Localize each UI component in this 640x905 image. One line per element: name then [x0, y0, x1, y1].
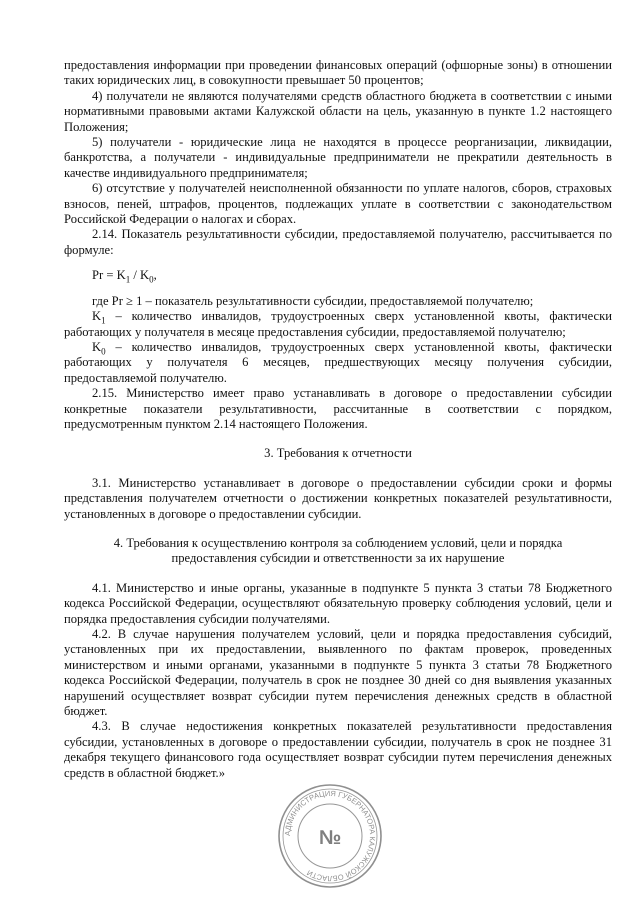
paragraph-condition-6: 6) отсутствие у получателей неисполненной обязанности по уплате налогов, сборов, страховых взносов, пеней, штрафов, процентов, подлежащих уплате в соответствии с законодательством Российской Федерации о налогах и сборах. — [64, 181, 612, 227]
paragraph-2-14: 2.14. Показатель результативности субсидии, предоставляемой получателю, рассчитывается по формуле: — [64, 227, 612, 257]
paragraph-2-15: 2.15. Министерство имеет право устанавливать в договоре о предоставлении субсидии конкретные показатели результативности, рассчитанные в соответствии с порядком, предусмотренным пунктом 2.14 настоящего Положения. — [64, 386, 612, 431]
paragraph-4-3: 4.3. В случае недостижения конкретных показателей результативности предоставления субсидии, установленных в договоре о предоставлении субсидии, получатель в срок не позднее 31 декабря текущего финансового года осуществляет возврат субсидии путем перечисления денежных средств в областной бюджет.» — [64, 719, 612, 780]
stamp-ring-text: АДМИНИСТРАЦИЯ ГУБЕРНАТОРА КАЛУЖСКОЙ ОБЛАСТИ — [282, 788, 378, 884]
section-4-title-line-1: 4. Требования к осуществлению контроля за соблюдением условий, цели и порядка — [113, 535, 563, 550]
formula-sub-0: 0 — [149, 274, 154, 285]
section-4-title-line-2: предоставления субсидии и ответственности за их нарушение — [171, 551, 505, 566]
k0-subscript: 0 — [101, 346, 106, 357]
formula-part-3: , — [153, 268, 157, 283]
k1-subscript: 1 — [101, 315, 106, 326]
svg-text:АДМИНИСТРАЦИЯ ГУБЕРНАТОРА КАЛУ — [283, 789, 377, 883]
official-seal-stamp — [276, 782, 384, 890]
paragraph-condition-4: 4) получатели не являются получателями средств областного бюджета в соответствии с иными нормативными правовыми актами Калужской области на цель, указанную в пункте 1.2 настоящего Положения; — [64, 88, 612, 134]
k1-symbol: K — [92, 309, 102, 324]
stamp-center-mark: № — [318, 827, 342, 849]
formula — [64, 268, 612, 283]
section-4-title — [64, 536, 612, 567]
definition-pr: где Pr ≥ 1 – показатель результативности субсидии, предоставляемой получателю; — [92, 293, 534, 308]
formula-part-1: Pr = K — [92, 268, 126, 283]
k0-text: – количество инвалидов, трудоустроенных сверх установленной квоты, фактически работающих у получателя 6 месяцев, предшествующих месяцу получения субсидии, предоставляемой получателю. — [64, 339, 612, 385]
formula-part-2: / K — [130, 268, 150, 283]
definition-k1 — [64, 309, 612, 340]
paragraph-4-2: 4.2. В случае нарушения получателем условий, цели и порядка предоставления субсидий, установленных при их предоставлении, выявленного по фактам проверок, проведенных министерством и иными органами, указанными в подпункте 5 пункта 3 статьи 78 Бюджетного кодекса Российской Федерации, получатель в срок не позднее 30 дней со дня выявления указанных нарушений осуществляет возврат субсидии путем перечисления денежных средств в областной бюджет. — [64, 627, 612, 719]
document-page — [64, 58, 612, 781]
k0-symbol: K — [92, 339, 102, 354]
section-3-title: 3. Требования к отчетности — [264, 446, 412, 461]
formula-sub-1: 1 — [125, 274, 131, 285]
paragraph-condition-5: 5) получатели - юридические лица не находятся в процессе реорганизации, ликвидации, банкротства, а получатели - индивидуальные предприниматели не прекратили деятельность в качестве индивидуального предпринимателя; — [64, 135, 612, 180]
paragraph-4-1: 4.1. Министерство и иные органы, указанные в подпункте 5 пункта 3 статьи 78 Бюджетного кодекса Российской Федерации, осуществляют обязательную проверку соблюдения условий, цели и порядка предоставления субсидии получателями. — [64, 580, 612, 626]
k1-text: – количество инвалидов, трудоустроенных сверх установленной квоты, фактически работающих у получателя в месяце предоставления субсидии, предоставляемой получателю; — [64, 309, 612, 339]
definition-k0 — [64, 340, 612, 386]
paragraph-3-1: 3.1. Министерство устанавливает в договоре о предоставлении субсидии сроки и формы представления получателем отчетности о достижении конкретных показателей результативности, установленных в договоре о предоставлении субсидии. — [64, 475, 612, 521]
paragraph-continuation: предоставления информации при проведении финансовых операций (офшорные зоны) в отношении таких юридических лиц, в совокупности превышает 50 процентов; — [64, 58, 612, 88]
